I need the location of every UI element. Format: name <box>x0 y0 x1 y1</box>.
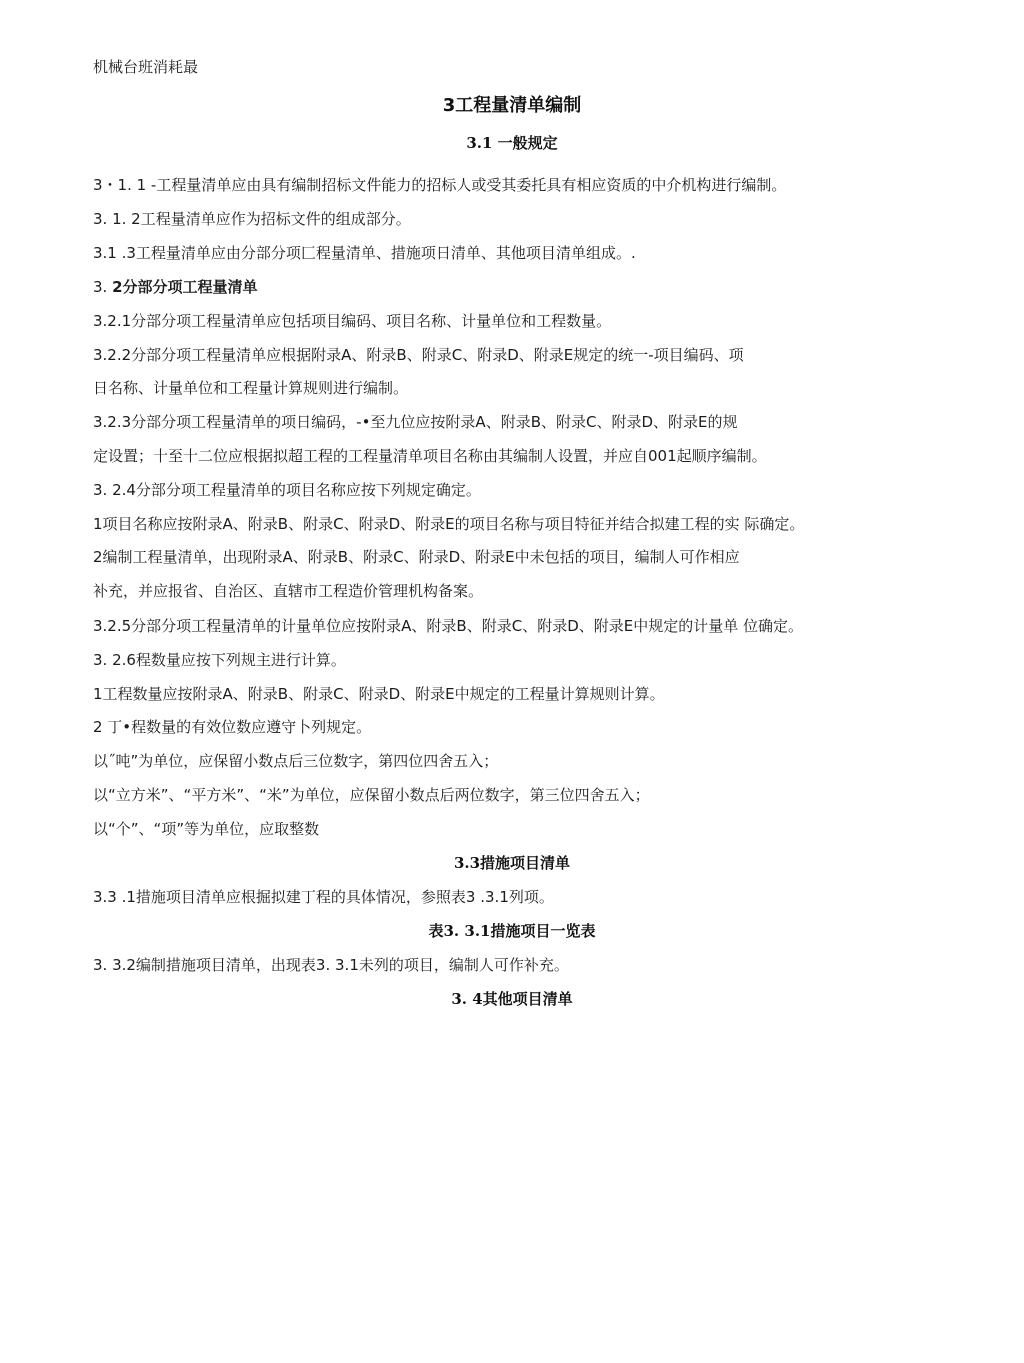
paragraph-3-2-2-line1: 3.2.2分部分项工程量清单应根据附录A、附录B、附录C、附录D、附录E规定的统一-项目编码、项 <box>93 346 744 364</box>
paragraph-3-2-2-line2: 日名称、计量单位和工程量计算规则进行编制。 <box>93 379 409 397</box>
paragraph-3-2-6-item2: 2 丁•程数量的有效位数应遵守卜列规定。 <box>93 718 372 736</box>
page-title: 3工程量清单编制 <box>442 95 582 116</box>
section-heading-3-1: 3.1 一般规定 <box>466 134 558 152</box>
paragraph-3-2-4-item2-line1: 2编制工程量清单，出现附录A、附录B、附录C、附录D、附录E中未包括的项目，编制人可作相应 <box>93 548 740 566</box>
section-heading-3-4: 3. 4其他项目清单 <box>451 990 573 1008</box>
paragraph-3-1-2: 3. 1. 2工程量清单应作为招标文件的组成部分。 <box>93 210 411 228</box>
header-note: 机械台班消耗最 <box>93 58 199 76</box>
rule-meter: 以“立方米”、“平方米”、“米”为单位，应保留小数点后两位数字，第三位四舍五入； <box>93 786 650 804</box>
paragraph-3-3-1: 3.3 .1措施项目清单应根掘拟建丁程的具体情况，参照表3 .3.1列项。 <box>93 888 554 906</box>
section-number: 3. <box>93 278 113 296</box>
paragraph-3-2-4-item1: 1项目名称应按附录A、附录B、附录C、附录D、附录E的项目名称与项目特征并结合拟建工程的实 际确定。 <box>93 515 805 533</box>
paragraph-3-2-1: 3.2.1分部分项工程量清单应包括项目编码、项目名称、计量单位和工程数量。 <box>93 312 612 330</box>
paragraph-3-2-3-line1: 3.2.3分部分项工程量清单的项日编码，-•至九位应按附录A、附录B、附录C、附录D、附录E的规 <box>93 413 738 431</box>
section-title: 2分部分项工程量清单 <box>112 278 258 296</box>
paragraph-3-2-6-item1: 1工程数量应按附录A、附录B、附录C、附录D、附录E中规定的工程量计算规则计算。 <box>93 685 665 703</box>
paragraph-3-2-6: 3. 2.6程数量应按下列规主进行计算。 <box>93 651 346 669</box>
paragraph-3-1-1: 3・1. 1 -工程量清单应由具有编制招标文件能力的招标人或受其委托具有相应资质的中介机构进行编制。 <box>93 176 787 194</box>
paragraph-3-2-4: 3. 2.4分部分项工程量清单的项目名称应按下列规定确定。 <box>93 481 481 499</box>
paragraph-3-2-5: 3.2.5分部分项工程量清单的计量单位应按附录A、附录B、附录C、附录D、附录E中规定的计量单 位确定。 <box>93 617 803 635</box>
paragraph-3-3-2: 3. 3.2编制措施项目清单，出现表3. 3.1未列的项目，编制人可作补充。 <box>93 956 569 974</box>
table-caption-3-3-1: 表3. 3.1措施项目一览表 <box>428 922 596 940</box>
paragraph-3-2-4-item2-line2: 补充，并应报省、自治区、直辖市工程造价管理机构备案。 <box>93 582 484 600</box>
rule-item: 以“个”、“项”等为单位，应取整数 <box>93 820 320 838</box>
rule-ton: 以˝吨”为单位，应保留小数点后三位数字，第四位四舍五入； <box>93 752 499 770</box>
paragraph-3-2-3-line2: 定设置；十至十二位应根据拟超工程的工程量清单项目名称由其编制人设置，并应自001起顺序编制。 <box>93 447 767 465</box>
section-heading-3-3: 3.3措施项目清单 <box>453 854 571 872</box>
paragraph-3-1-3: 3.1 .3工程量清单应由分部分项匚程量清单、措施项日清单、其他项目清单组成。. <box>93 244 636 262</box>
section-heading-3-2 <box>93 277 258 297</box>
